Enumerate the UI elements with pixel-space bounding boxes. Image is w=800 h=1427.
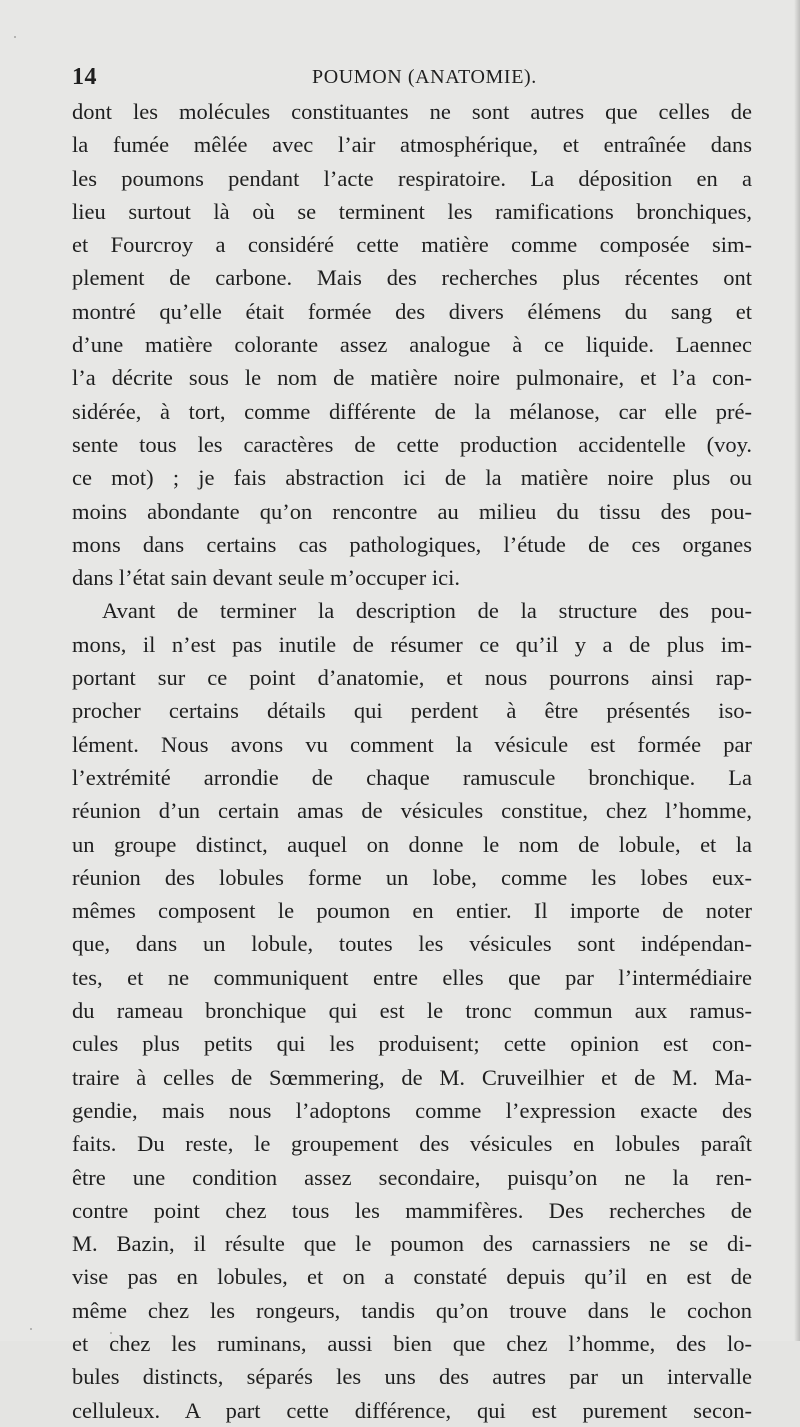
text-line: lieu surtout là où se terminent les ramifications bronchiques, — [72, 198, 752, 224]
text-line: vise pas en lobules, et on a constaté depuis qu’il en est de — [72, 1264, 752, 1290]
text-line: que, dans un lobule, toutes les vésicules sont indépendan- — [72, 931, 752, 957]
text-line: mons, il n’est pas inutile de résumer ce qu’il y a de plus im- — [72, 631, 752, 657]
text-line: traire à celles de Sœmmering, de M. Cruveilhier et de M. Ma- — [72, 1064, 752, 1090]
text-line: réunion d’un certain amas de vésicules constitue, chez l’homme, — [72, 798, 752, 824]
text-line: plement de carbone. Mais des recherches plus récentes ont — [72, 265, 752, 291]
text-line: la fumée mêlée avec l’air atmosphérique, et entraînée dans — [72, 132, 752, 158]
body-text — [72, 95, 752, 1427]
text-line: moins abondante qu’on rencontre au milieu du tissu des pou- — [72, 498, 752, 524]
text-line: sente tous les caractères de cette production accidentelle (voy. — [72, 431, 752, 457]
text-line: tes, et ne communiquent entre elles que par l’intermédiaire — [72, 964, 752, 990]
paper-speck — [110, 1332, 112, 1334]
text-line: dont les molécules constituantes ne sont autres que celles de — [72, 99, 752, 124]
text-line: l’extrémité arrondie de chaque ramuscule bronchique. La — [72, 764, 752, 790]
page-number: 14 — [72, 64, 97, 90]
text-line: les poumons pendant l’acte respiratoire. La déposition en a — [72, 165, 752, 191]
text-line: réunion des lobules forme un lobe, comme les lobes eux- — [72, 864, 752, 890]
text-line: contre point chez tous les mammifères. Des recherches de — [72, 1197, 752, 1223]
paper-speck — [14, 36, 16, 38]
text-line: mêmes composent le poumon en entier. Il importe de noter — [72, 898, 752, 924]
text-line: d’une matière colorante assez analogue à ce liquide. Laennec — [72, 332, 752, 358]
text-line: portant sur ce point d’anatomie, et nous pourrons ainsi rap- — [72, 665, 752, 691]
text-line: celluleux. A part cette différence, qui est purement secon- — [72, 1397, 752, 1423]
text-line: ce mot) ; je fais abstraction ici de la matière noire plus ou — [72, 465, 752, 491]
running-head: POUMON (ANATOMIE). — [312, 66, 537, 88]
text-line: être une condition assez secondaire, puisqu’on ne la ren- — [72, 1164, 752, 1190]
text-line: du rameau bronchique qui est le tronc commun aux ramus- — [72, 998, 752, 1024]
text-line: et chez les ruminans, aussi bien que chez l’homme, des lo- — [72, 1330, 752, 1356]
text-line: cules plus petits qui les produisent; cette opinion est con- — [72, 1031, 752, 1057]
text-line: bules distincts, séparés les uns des autres par un intervalle — [72, 1364, 752, 1390]
page-edge-shadow — [794, 0, 800, 1341]
text-line: mons dans certains cas pathologiques, l’étude de ces organes — [72, 531, 752, 557]
text-line: gendie, mais nous l’adoptons comme l’expression exacte des — [72, 1097, 752, 1123]
text-line: procher certains détails qui perdent à être présentés iso- — [72, 698, 752, 724]
text-line: un groupe distinct, auquel on donne le nom de lobule, et la — [72, 831, 752, 857]
text-line: montré qu’elle était formée des divers élémens du sang et — [72, 298, 752, 324]
page-header — [72, 64, 740, 94]
text-line: M. Bazin, il résulte que le poumon des carnassiers ne se di- — [72, 1231, 752, 1257]
text-line: lément. Nous avons vu comment la vésicule est formée par — [72, 731, 752, 757]
text-line: faits. Du reste, le groupement des vésicules en lobules paraît — [72, 1131, 752, 1157]
paragraph-end-line: dans l’état sain devant seule m’occuper ici. — [72, 565, 460, 591]
paper-speck — [30, 1328, 32, 1330]
text-line: même chez les rongeurs, tandis qu’on trouve dans le cochon — [72, 1297, 752, 1323]
text-line: l’a décrite sous le nom de matière noire pulmonaire, et l’a con- — [72, 365, 752, 391]
paragraph-start-line: Avant de terminer la description de la structure des pou- — [102, 598, 752, 624]
text-line: et Fourcroy a considéré cette matière comme composée sim- — [72, 232, 752, 258]
text-line: sidérée, à tort, comme différente de la mélanose, car elle pré- — [72, 398, 752, 424]
